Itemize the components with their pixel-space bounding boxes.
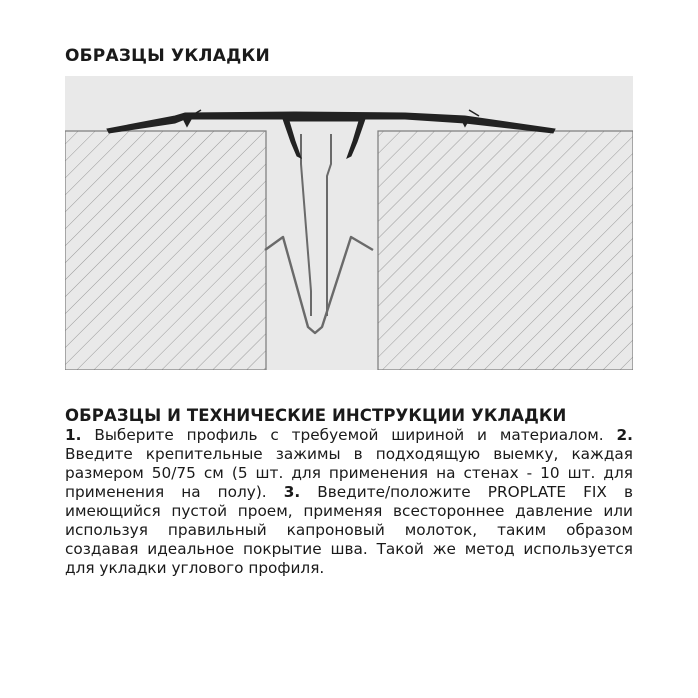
step-number: 2. <box>616 426 633 444</box>
step-text: Выберите профиль с требуемой шириной и материалом. <box>81 426 617 444</box>
left-tile-block <box>65 131 266 370</box>
section-title: ОБРАЗЦЫ УКЛАДКИ <box>65 46 270 66</box>
right-tile-block <box>378 131 633 370</box>
step-text: Введите крепительные зажимы в подходящую выемку, каждая размером 50/75 см (5 шт. для применения на стенах - 10 шт. для применения на полу). <box>65 445 633 501</box>
instructions-block <box>65 406 633 578</box>
installation-diagram <box>65 76 633 370</box>
instructions-text <box>65 426 633 578</box>
step-number: 1. <box>65 426 82 444</box>
step-number: 3. <box>283 483 301 501</box>
instructions-heading: ОБРАЗЦЫ И ТЕХНИЧЕСКИЕ ИНСТРУКЦИИ УКЛАДКИ <box>65 406 567 425</box>
step-text: Введите/положите PROPLATE FIX в имеющийся пустой проем, применяя всестороннее давление или используя правильный капроновый молоток, таким образом создавая идеальное покрытие шва. Такой же метод используется для укладки углового профиля. <box>65 483 633 577</box>
